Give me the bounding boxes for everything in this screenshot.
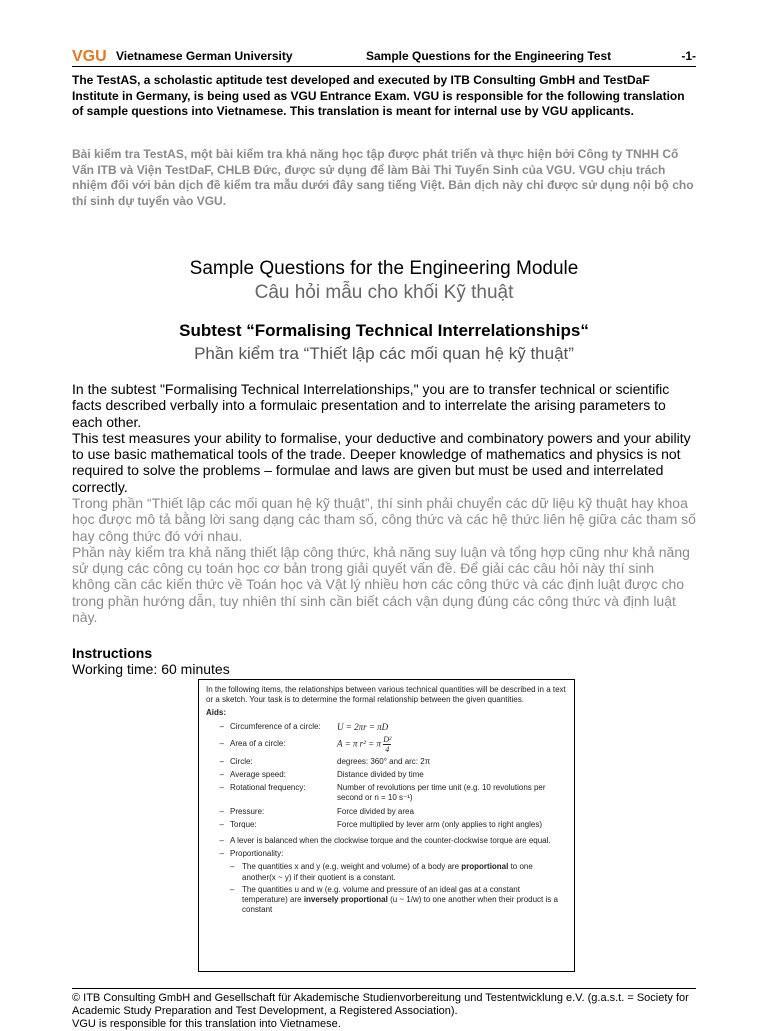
aid-item: [206, 722, 567, 732]
box-lead: In the following items, the relationships between various technical quantities will be described in a text or a sketch. Your task is to determine the formal relationship between the given quantities.: [206, 685, 566, 705]
document-page: [72, 0, 696, 1030]
header-doc-title: Sample Questions for the Engineering Test: [366, 49, 612, 63]
aid-value: Number of revolutions per time unit (e.g. 10 revolutions per second or n = 10 s⁻¹): [337, 783, 546, 803]
subtest-title-vi: Phần kiểm tra “Thiết lập các mối quan hệ kỹ thuật”: [194, 344, 574, 363]
prop1-text-a: The quantities x and y (e.g. weight and volume) of a body are: [242, 862, 462, 872]
fraction-denominator: 4: [385, 744, 390, 754]
page-footer: [72, 988, 696, 1031]
aid-label: Average speed:: [230, 770, 286, 780]
dash-bullet: –: [219, 806, 224, 816]
subtest-title-en: Subtest “Formalising Technical Interrelationships“: [179, 321, 589, 340]
proportional-rule-text: [242, 862, 567, 882]
area-formula-text: A = π r² = π: [337, 738, 381, 749]
aid-value: Distance divided by time: [337, 770, 424, 780]
dash-bullet: –: [219, 721, 224, 731]
area-fraction: [383, 735, 391, 754]
aid-value: Force multiplied by lever arm (only applies to right angles): [337, 819, 542, 829]
footer-translation-note: VGU is responsible for this translation into Vietnamese.: [72, 1018, 341, 1030]
proportional-rule: [230, 862, 567, 882]
aid-item: [206, 735, 567, 754]
page-header: [72, 46, 696, 67]
dash-bullet: –: [219, 756, 224, 766]
prop1-keyword: proportional: [461, 862, 509, 872]
body-english: [72, 381, 696, 495]
fraction-numerator: D²: [383, 734, 392, 744]
prop1-text-c: to one another(x ~ y) if their quotient is a constant.: [242, 862, 533, 882]
lever-rule: [206, 836, 567, 846]
dash-bullet: –: [219, 770, 224, 780]
header-page-number: -1-: [681, 49, 696, 63]
svg-text:VGU: VGU: [72, 48, 107, 63]
aid-value: U = 2πr = πD: [337, 721, 389, 732]
aid-item: [206, 820, 567, 830]
prop2-text-a: The quantities u and w (e.g. volume and pressure of an ideal gas at a constant temperature) are: [242, 884, 520, 905]
aid-value: [337, 735, 567, 754]
aids-label: Aids:: [206, 708, 226, 718]
prop2-text-c: (u ~ 1/w) to one another when their product is a constant: [242, 895, 558, 915]
dash-bullet: –: [230, 884, 235, 894]
instructions-box: [198, 679, 575, 972]
dash-bullet: –: [219, 836, 224, 846]
footer-copyright: © ITB Consulting GmbH and Gesellschaft für Akademische Studienvorbereitung und Testentwicklung e.V. (g.a.s.t. = Society for Academic Study Preparation and Test Development, a Registered Association).: [72, 992, 689, 1017]
dash-bullet: –: [219, 849, 224, 859]
header-university: Vietnamese German University: [116, 49, 293, 63]
dash-bullet: –: [219, 819, 224, 829]
proportionality-heading: [206, 849, 567, 859]
aid-value: degrees: 360° and arc: 2π: [337, 756, 431, 766]
instructions-heading: Instructions: [72, 645, 153, 661]
aid-item: [206, 770, 567, 780]
body-en-paragraph-2: This test measures your ability to formalise, your deductive and combinatory powers and your ability to use basic mathematical tools of the trade. Deeper knowledge of mathematics and physics is not required to solve the problems – formulae and laws are given but must be used and interrelated correctly.: [72, 429, 691, 495]
proportionality-label: Proportionality:: [230, 849, 284, 859]
working-time: Working time: 60 minutes: [72, 661, 230, 677]
aid-label: Torque:: [230, 819, 257, 829]
body-vi-paragraph-1: Trong phần “Thiết lập các mối quan hệ kỹ thuật”, thí sinh phải chuyển các dữ liệu kỹ thuật hay khoa học được mô tả bằng lời sang dạng các tham số, công thức và các hệ thức liên hệ giữa các tham số hay công thức đó với nhau.: [72, 495, 696, 544]
aid-item: [206, 807, 567, 817]
prop2-keyword: inversely proportional: [303, 895, 388, 905]
aid-label: Pressure:: [230, 806, 265, 816]
module-title-en: Sample Questions for the Engineering Module: [189, 258, 579, 279]
aid-label: Rotational frequency:: [230, 783, 306, 793]
body-en-paragraph-1: In the subtest "Formalising Technical Interrelationships," you are to transfer technical or scientific facts described verbally into a formulaic presentation and to interrelate the arising parameters to each other.: [72, 381, 670, 430]
aid-label: Circle:: [230, 756, 253, 766]
dash-bullet: –: [219, 739, 224, 749]
lever-rule-text: A lever is balanced when the clockwise torque and the counter-clockwise torque are equal.: [230, 836, 551, 846]
module-title-vi: Câu hỏi mẫu cho khối Kỹ thuật: [254, 282, 514, 303]
inverse-rule-text: [242, 885, 567, 916]
aid-label: Area of a circle:: [230, 739, 286, 749]
dash-bullet: –: [230, 862, 235, 872]
aid-value: Force divided by area: [337, 806, 414, 816]
dash-bullet: –: [219, 783, 224, 793]
intro-english: The TestAS, a scholastic aptitude test developed and executed by ITB Consulting GmbH and TestDaF Institute in Germany, is being used as VGU Entrance Exam. VGU is responsible for the following translation of sample questions into Vietnamese. This translation is meant for internal use by VGU applicants.: [72, 73, 685, 118]
vgu-logo-icon: [72, 47, 114, 63]
aid-label: Circumference of a circle:: [230, 721, 321, 731]
intro-vietnamese: Bài kiểm tra TestAS, một bài kiểm tra khả năng học tập được phát triển và thực hiện bởi Công ty TNHH Cố Vấn ITB và Viện TestDaF, CHLB Đức, được sử dụng để làm Bài Thi Tuyển Sinh của VGU. VGU chịu trách nhiệm đối với bản dịch đề kiểm tra mẫu dưới đây sang tiếng Việt. Bản dịch này chỉ được sử dụng nội bộ cho thí sinh dự tuyển vào VGU.: [72, 147, 694, 208]
body-vi-paragraph-2: Phần này kiểm tra khả năng thiết lập công thức, khả năng suy luận và tổng hợp cũng như khả năng sử dụng các công cụ toán học cơ bản trong giải quyết vấn đề. Để giải các câu hỏi này thí sinh không cần các kiến thức về Toán học và Vật lý nhiều hơn các công thức và các định luật được cho trong phần hướng dẫn, tuy nhiên thí sinh cần biết cách vận dụng đúng các công thức và định luật này.: [72, 543, 690, 626]
body-vietnamese: [72, 495, 696, 625]
aid-item: [206, 783, 567, 803]
aid-item: [206, 757, 567, 767]
inverse-proportional-rule: [230, 885, 567, 916]
